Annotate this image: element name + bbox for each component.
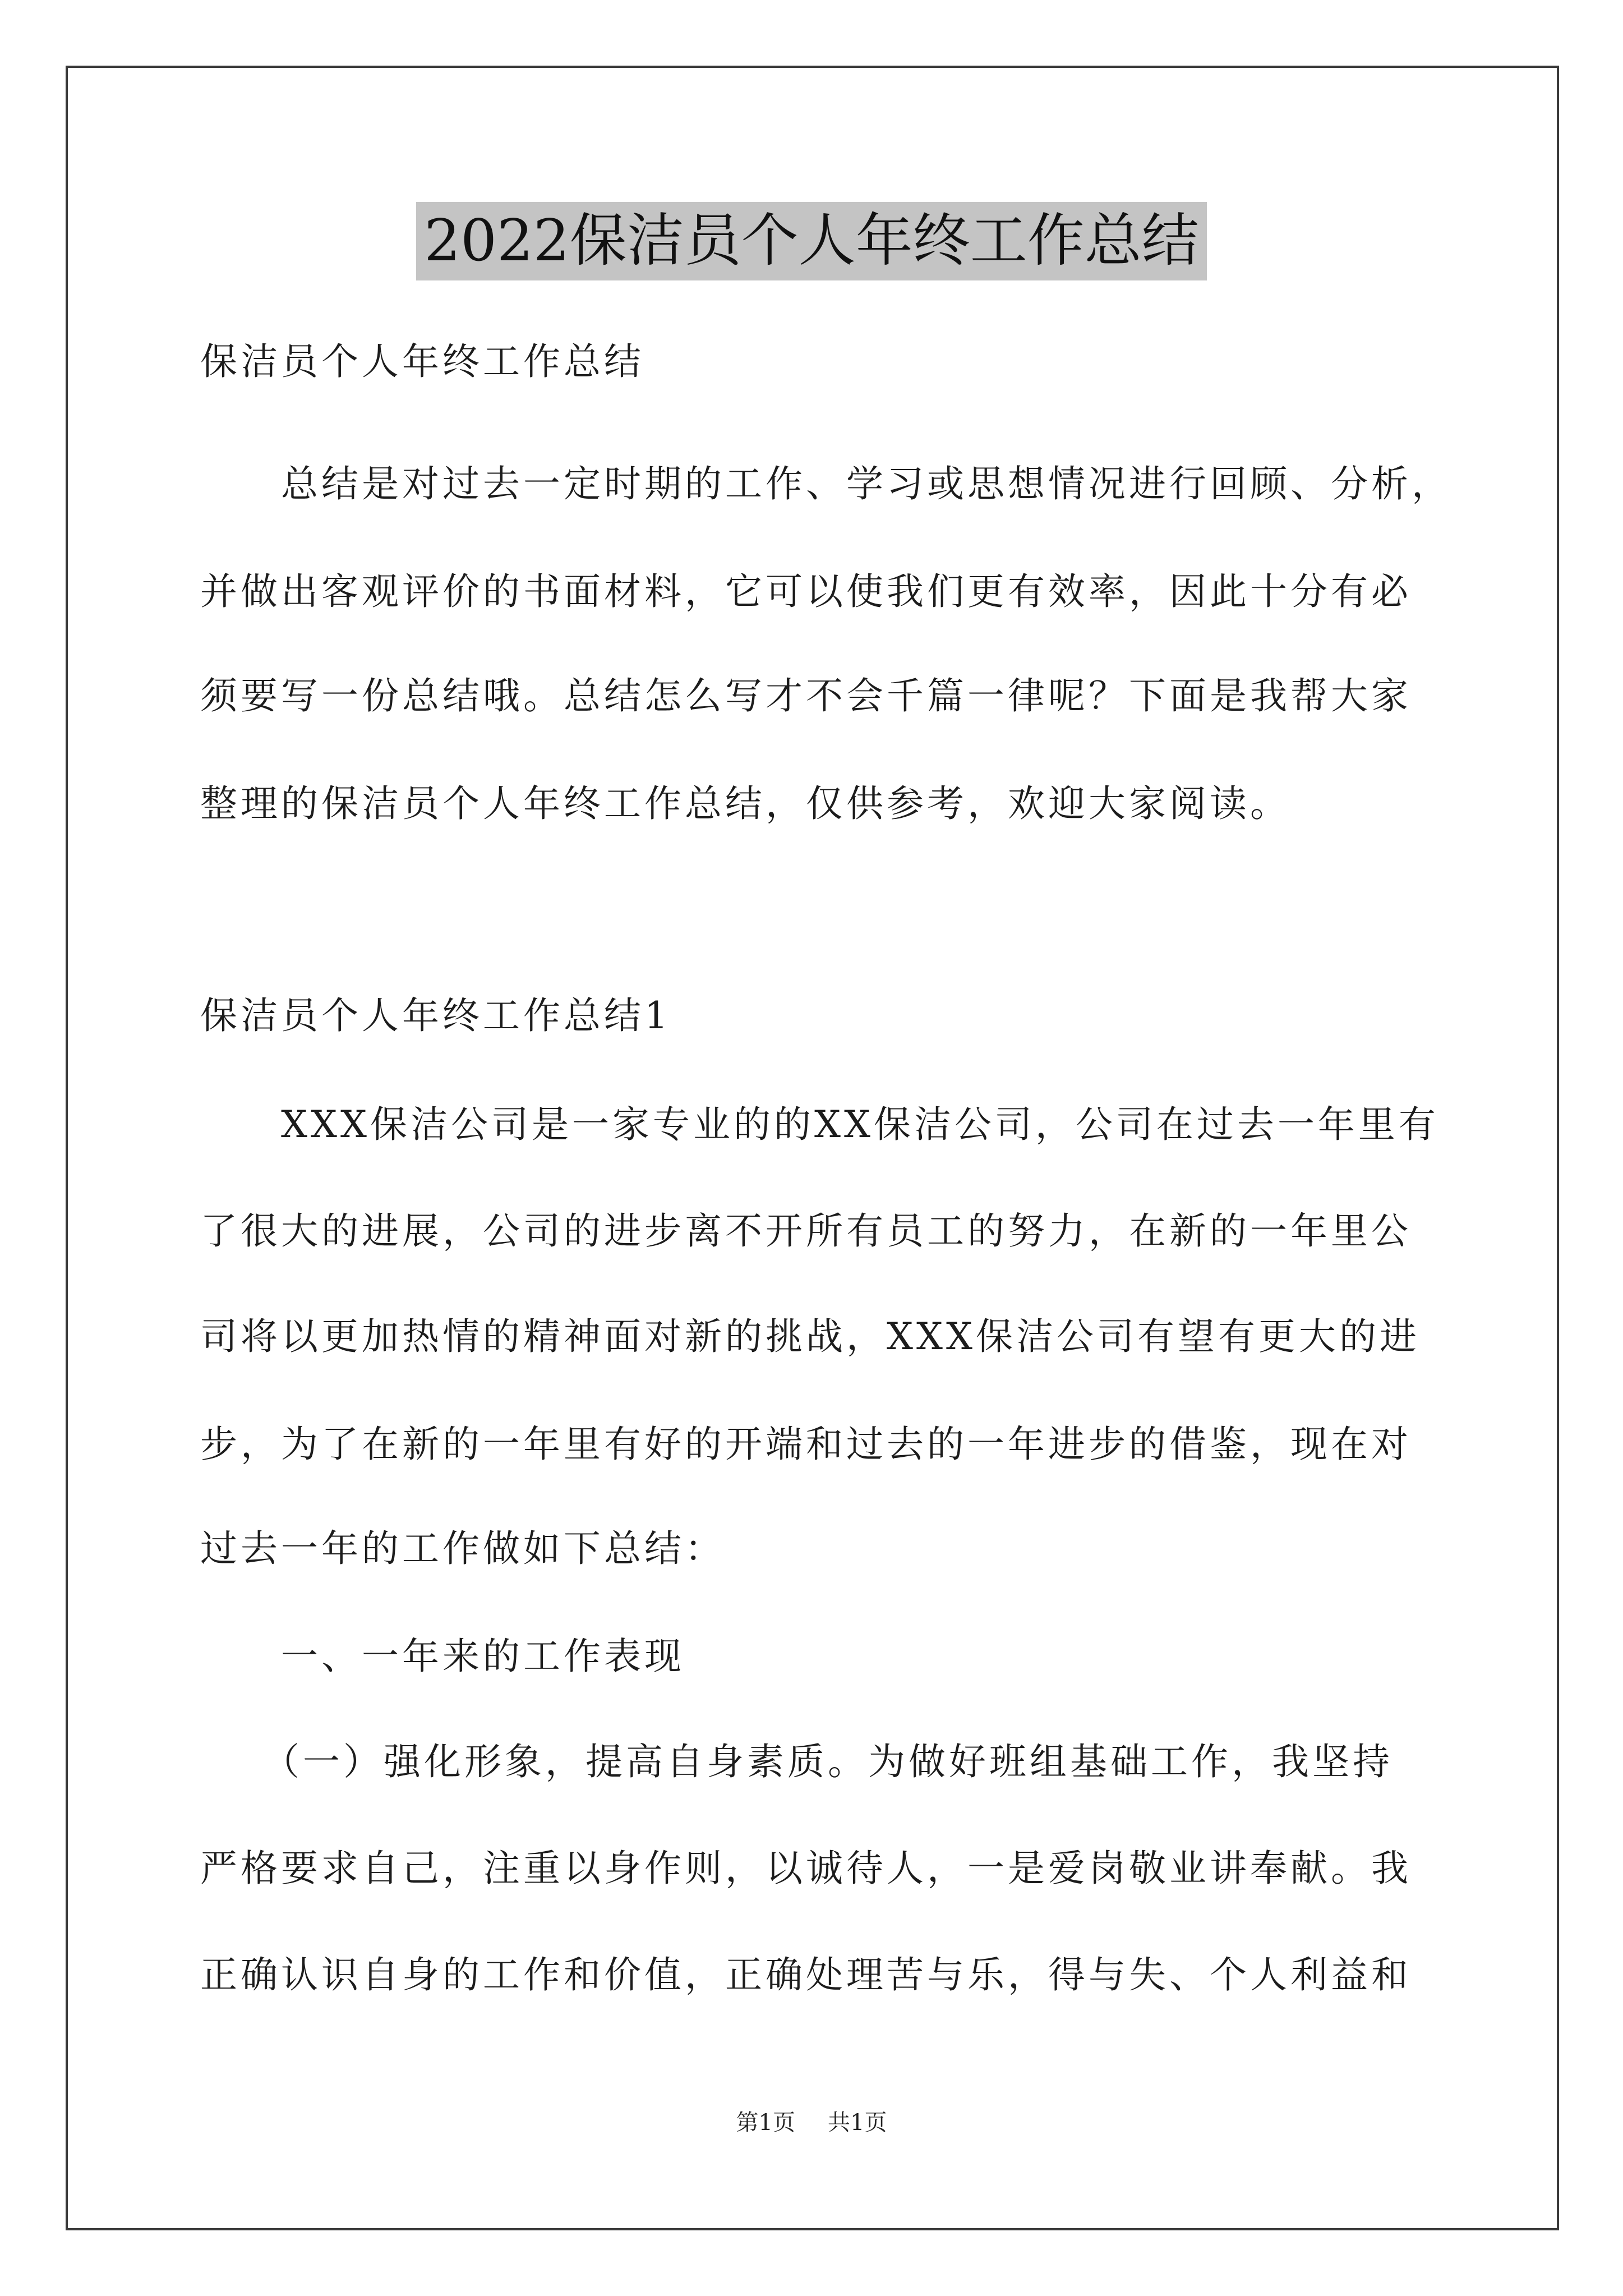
body-line: 总结是对过去一定时期的工作、学习或思想情况进行回顾、分析， bbox=[200, 462, 1452, 505]
subheading-line: 一、一年来的工作表现 bbox=[200, 1635, 685, 1678]
section-heading: 保洁员个人年终工作总结1 bbox=[200, 994, 671, 1037]
body-line: XXX保洁公司是一家专业的的XX保洁公司，公司在过去一年里有 bbox=[200, 1103, 1439, 1146]
page-total: 共1页 bbox=[828, 2110, 887, 2136]
body-line: 严格要求自己，注重以身作则，以诚待人，一是爱岗敬业讲奉献。我 bbox=[200, 1847, 1412, 1890]
body-line: 正确认识自身的工作和价值，正确处理苦与乐，得与失、个人利益和 bbox=[200, 1953, 1412, 1996]
body-line: （一）强化形象，提高自身素质。为做好班组基础工作，我坚持 bbox=[200, 1740, 1393, 1783]
page-footer bbox=[0, 2107, 1623, 2138]
body-line: 步，为了在新的一年里有好的开端和过去的一年进步的借鉴，现在对 bbox=[200, 1423, 1412, 1466]
document-title: 2022保洁员个人年终工作总结 bbox=[416, 202, 1207, 280]
body-line: 并做出客观评价的书面材料，它可以使我们更有效率，因此十分有必 bbox=[200, 570, 1412, 613]
subtitle-line: 保洁员个人年终工作总结 bbox=[200, 340, 644, 383]
body-line: 须要写一份总结哦。总结怎么写才不会千篇一律呢？下面是我帮大家 bbox=[200, 674, 1412, 717]
body-line: 了很大的进展，公司的进步离不开所有员工的努力，在新的一年里公 bbox=[200, 1209, 1412, 1253]
body-line: 过去一年的工作做如下总结： bbox=[200, 1527, 725, 1570]
body-line: 整理的保洁员个人年终工作总结，仅供参考，欢迎大家阅读。 bbox=[200, 782, 1290, 825]
body-line: 司将以更加热情的精神面对新的挑战，XXX保洁公司有望有更大的进 bbox=[200, 1315, 1420, 1358]
page-number: 第1页 bbox=[736, 2110, 795, 2136]
title-block bbox=[0, 202, 1623, 286]
